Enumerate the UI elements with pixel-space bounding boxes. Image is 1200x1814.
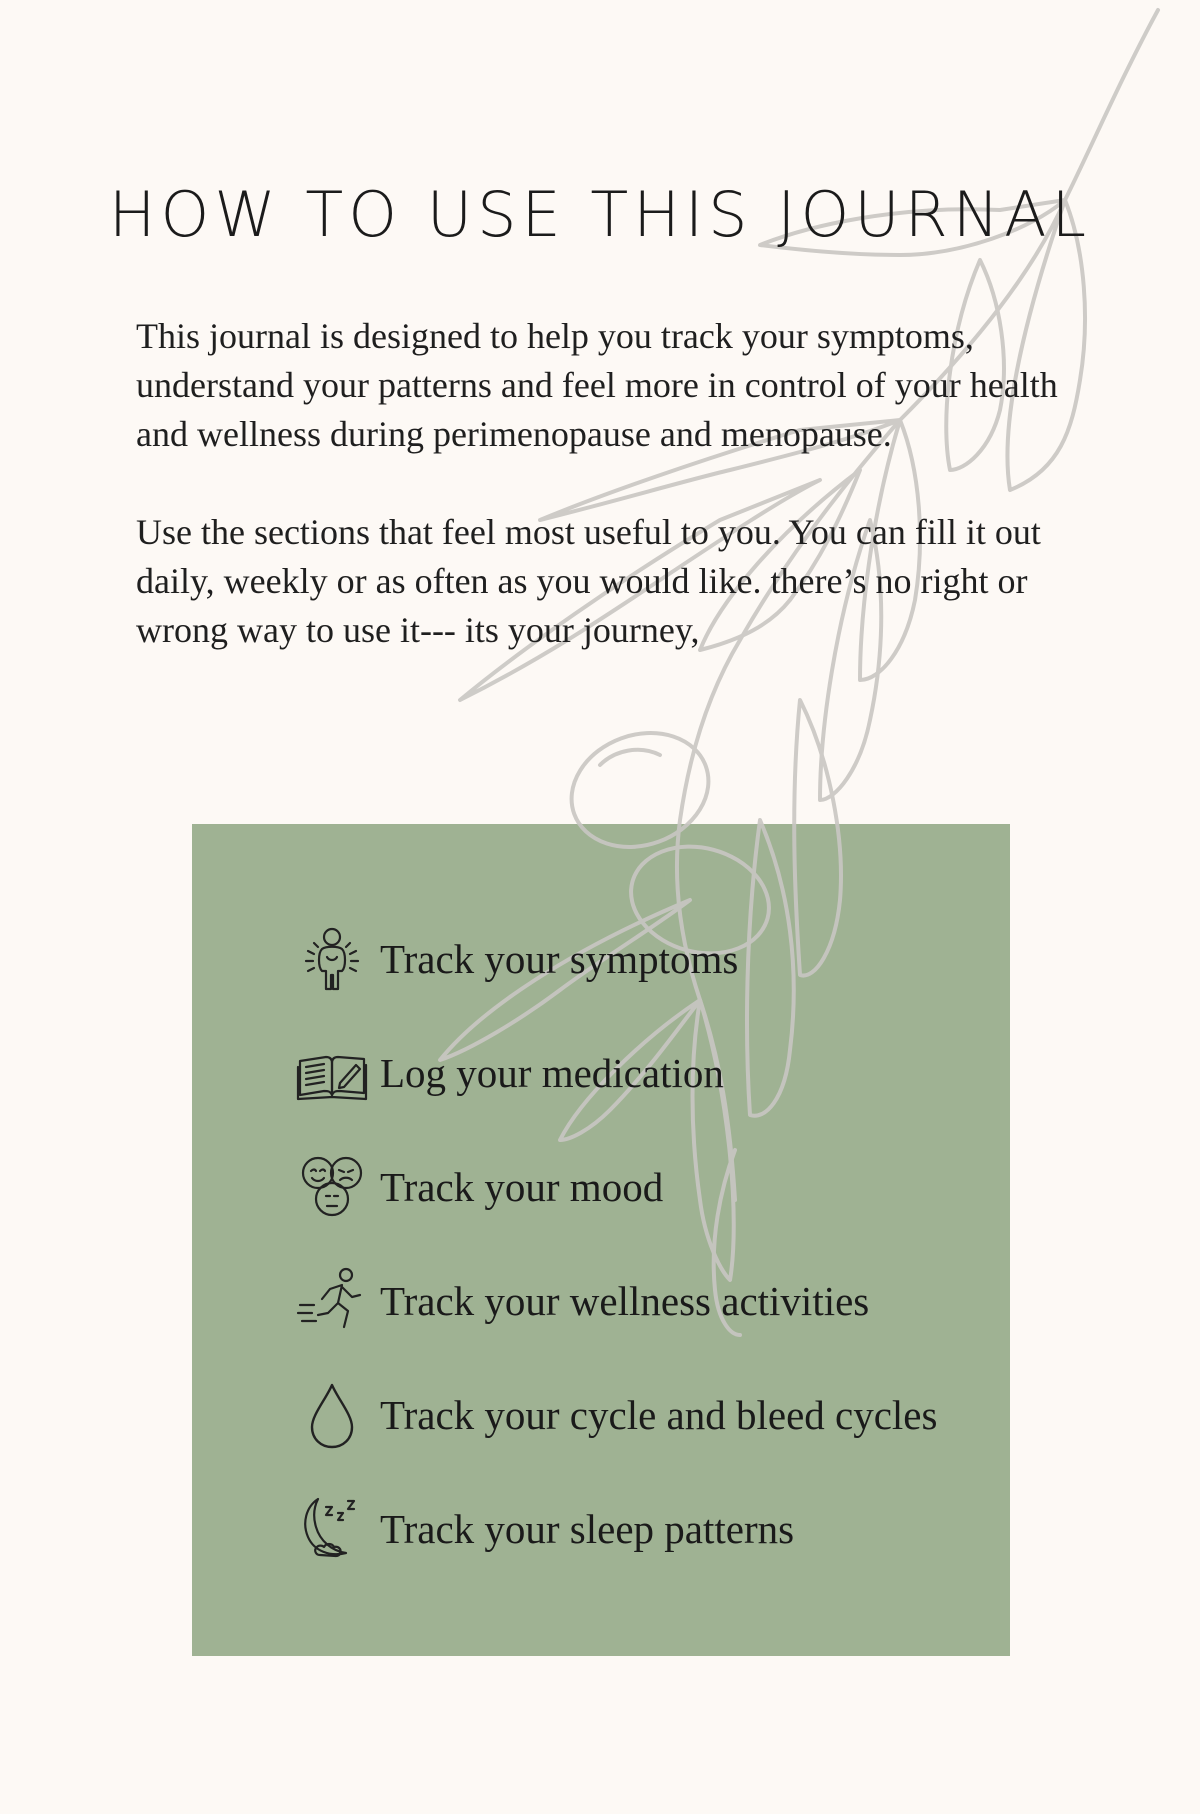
- water-drop-icon: [296, 1377, 372, 1453]
- open-book-icon: [296, 1035, 372, 1111]
- running-person-icon: [296, 1263, 372, 1339]
- feature-list: [296, 902, 1016, 1586]
- body-pain-icon: [296, 921, 372, 997]
- feature-mood: [296, 1130, 1016, 1244]
- feature-sleep: [296, 1472, 1016, 1586]
- feature-label: Track your symptoms: [380, 936, 739, 982]
- feature-wellness: [296, 1244, 1016, 1358]
- feature-symptoms: [296, 902, 1016, 1016]
- moon-sleep-icon: [296, 1491, 372, 1567]
- feature-label: Track your wellness activities: [380, 1278, 870, 1324]
- feature-label: Track your sleep patterns: [380, 1506, 795, 1552]
- intro-paragraph-2: Use the sections that feel most useful to you. You can fill it out daily, weekly or as often as you would like. there’s no right or wrong way to use it--- its your journey,: [136, 512, 1041, 650]
- feature-label: Track your mood: [380, 1164, 664, 1210]
- faces-mood-icon: [296, 1149, 372, 1225]
- page-title: HOW TO USE THIS JOURNAL: [108, 177, 1092, 251]
- feature-medication: [296, 1016, 1016, 1130]
- intro-text: [136, 312, 1076, 655]
- intro-paragraph-1: This journal is designed to help you track your symptoms, understand your patterns and feel more in control of your health and wellness during perimenopause and menopause.: [136, 316, 1058, 454]
- feature-cycle: [296, 1358, 1016, 1472]
- feature-label: Track your cycle and bleed cycles: [380, 1392, 938, 1438]
- feature-label: Log your medication: [380, 1050, 724, 1096]
